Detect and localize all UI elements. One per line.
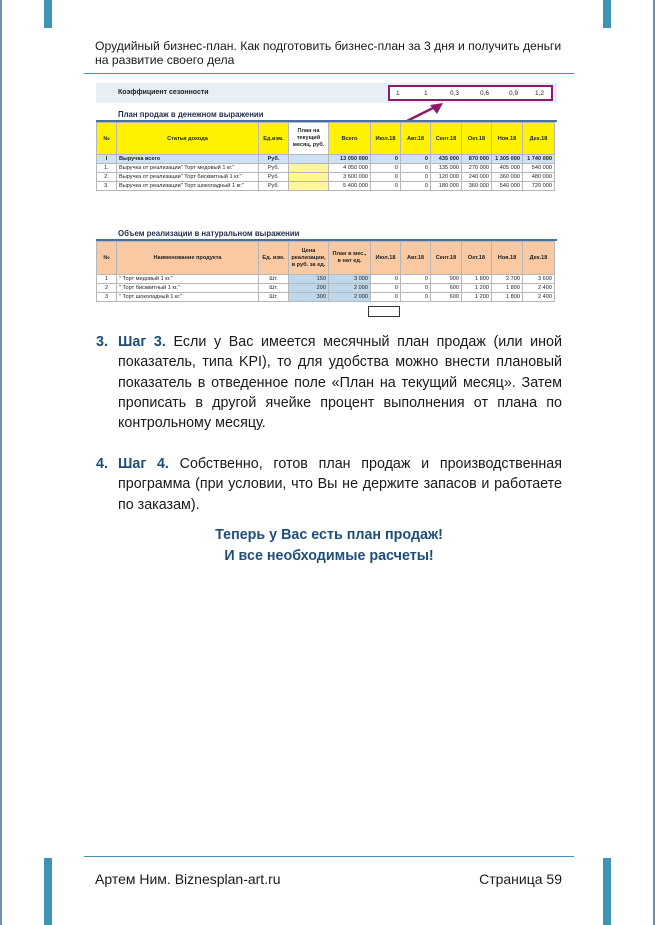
cell: Выручка от реализации" Торт бисквитный 1 кг." — [117, 173, 259, 182]
top-left-tab — [44, 0, 52, 28]
cell: Шт. — [259, 275, 289, 284]
col-header: Сент.18 — [431, 242, 462, 275]
step-text: Если у Вас имеется месячный план продаж (или иной показатель, типа KPI), то для удобства можно внести плановый показатель в отведенное поле «План на текущий месяц». Затем прописать в другой ячейке процент выполнения от плана по контрольному месяцу. — [118, 334, 562, 432]
volume-table-title: Объем реализации в натуральном выражении — [118, 229, 300, 238]
col-header: Наименование продукта — [117, 242, 259, 275]
cell: 360 000 — [462, 182, 492, 191]
cell: 3 600 000 — [329, 173, 371, 182]
cell: 1 800 — [462, 275, 492, 284]
conclusion-line: Теперь у Вас есть план продаж! — [215, 527, 443, 543]
table-row-total — [97, 155, 555, 164]
col-header: Окт.18 — [462, 123, 492, 155]
col-header: № — [97, 123, 117, 155]
cell: 435 000 — [431, 155, 462, 164]
cell: " Торт шоколадный 1 кг." — [117, 293, 259, 302]
cell: 150 — [289, 275, 329, 284]
cell: 300 — [289, 293, 329, 302]
cell: " Торт медовый 1 кг." — [117, 275, 259, 284]
seasonality-row — [96, 83, 557, 103]
cell: Шт. — [259, 293, 289, 302]
cell — [289, 155, 329, 164]
cell: 2 400 — [523, 284, 555, 293]
step-title: Шаг 4. — [118, 456, 169, 472]
cell: 2 000 — [329, 293, 371, 302]
seasonality-value: 1,2 — [535, 90, 545, 97]
conclusion-line: И все необходимые расчеты! — [224, 547, 434, 564]
header-rule — [84, 73, 574, 74]
col-header: Окт.18 — [462, 242, 492, 275]
col-header: Всего — [329, 123, 371, 155]
money-table — [96, 122, 555, 191]
table-row — [97, 173, 555, 182]
table-row — [97, 182, 555, 191]
cell: Выручка от реализации" Торт шоколадный 1 кг." — [117, 182, 259, 191]
col-header: Статья дохода — [117, 123, 259, 155]
col-header: Ноя.18 — [492, 123, 523, 155]
cell: 200 — [289, 284, 329, 293]
col-header: Июл.18 — [371, 242, 401, 275]
bottom-left-tab — [44, 858, 52, 925]
cell: 0 — [401, 275, 431, 284]
col-header: Дек.18 — [523, 123, 555, 155]
cell: 0 — [401, 293, 431, 302]
page-number: Страница 59 — [479, 871, 562, 887]
cell: 1 305 000 — [492, 155, 523, 164]
step-title: Шаг 3. — [118, 334, 166, 350]
step-body — [118, 454, 562, 515]
cell: " Торт бисквитный 1 кг." — [117, 284, 259, 293]
selected-cell — [368, 306, 400, 317]
col-header: Сент.18 — [431, 123, 462, 155]
cell: 600 — [431, 284, 462, 293]
cell: 1 800 — [492, 284, 523, 293]
cell: 2. — [97, 173, 117, 182]
cell: 3 000 — [329, 275, 371, 284]
cell: 3. — [97, 182, 117, 191]
seasonality-value: 0,9 — [509, 90, 519, 97]
cell: 3 — [97, 293, 117, 302]
cell: 2 400 — [523, 293, 555, 302]
cell: 0 — [401, 182, 431, 191]
cell: 540 000 — [492, 182, 523, 191]
col-header: Дек.18 — [523, 242, 555, 275]
cell: 180 000 — [431, 182, 462, 191]
cell: 600 — [431, 293, 462, 302]
cell: 1 200 — [462, 284, 492, 293]
spreadsheet-screenshot — [96, 80, 557, 318]
seasonality-values-box — [388, 85, 553, 101]
col-header: Ед.изм. — [259, 123, 289, 155]
col-header: Июл.18 — [371, 123, 401, 155]
cell: Шт. — [259, 284, 289, 293]
cell: 4 050 000 — [329, 164, 371, 173]
step-3 — [96, 332, 562, 433]
cell: 0 — [371, 164, 401, 173]
cell: 270 000 — [462, 164, 492, 173]
cell: 2 700 — [492, 275, 523, 284]
cell: 0 — [371, 173, 401, 182]
cell: 900 — [431, 275, 462, 284]
cell: 2 000 — [329, 284, 371, 293]
cell: 405 000 — [492, 164, 523, 173]
cell: 120 000 — [431, 173, 462, 182]
cell: Руб. — [259, 164, 289, 173]
step-number: 3. — [96, 334, 108, 350]
col-header: Ед. изм. — [259, 242, 289, 275]
cell: 0 — [401, 155, 431, 164]
cell: 135 000 — [431, 164, 462, 173]
seasonality-value: 1 — [424, 90, 428, 97]
col-header: План на текущий месяц, руб. — [289, 123, 329, 155]
cell: 0 — [371, 293, 401, 302]
step-4 — [96, 454, 562, 515]
table-row — [97, 293, 555, 302]
col-header: Авг.18 — [401, 123, 431, 155]
col-header: № — [97, 242, 117, 275]
cell: 0 — [371, 182, 401, 191]
step-body — [118, 332, 562, 433]
cell: 0 — [371, 275, 401, 284]
seasonality-label: Коэффициент сезонности — [118, 89, 209, 96]
cell: 0 — [371, 155, 401, 164]
cell: 0 — [401, 164, 431, 173]
table-row — [97, 275, 555, 284]
seasonality-value: 0,3 — [450, 90, 460, 97]
cell: I — [97, 155, 117, 164]
seasonality-value: 0,6 — [480, 90, 490, 97]
cell: 1. — [97, 164, 117, 173]
cell: Выручка всего — [117, 155, 259, 164]
cell: 3 600 — [523, 275, 555, 284]
cell: 0 — [371, 284, 401, 293]
cell: 240 000 — [462, 173, 492, 182]
cell: 1 200 — [462, 293, 492, 302]
footer-rule — [84, 856, 574, 857]
cell: 480 000 — [523, 173, 555, 182]
cell: 5 400 000 — [329, 182, 371, 191]
col-header: Ноя.18 — [492, 242, 523, 275]
seasonality-value: 1 — [396, 90, 400, 97]
cell — [289, 164, 329, 173]
col-header: Авг.18 — [401, 242, 431, 275]
running-header: Орудийный бизнес-план. Как подготовить бизнес-план за 3 дня и получить деньги на развитие своего дела — [95, 39, 562, 67]
cell: 0 — [401, 284, 431, 293]
table-row — [97, 284, 555, 293]
conclusion — [96, 525, 562, 566]
cell: Руб. — [259, 173, 289, 182]
table-row — [97, 164, 555, 173]
footer-author: Артем Ним. Biznesplan-art.ru — [95, 871, 281, 887]
bottom-right-tab — [603, 858, 611, 925]
step-text: Собственно, готов план продаж и производственная программа (при условии, что Вы не держите запасов и работаете по заказам). — [118, 456, 562, 513]
cell: Выручка от реализации" Торт медовый 1 кг." — [117, 164, 259, 173]
col-header: Цена реализации, в руб. за ед. — [289, 242, 329, 275]
page-left-border — [0, 0, 2, 925]
cell: 1 800 — [492, 293, 523, 302]
col-header: План в мес., в нат ед. — [329, 242, 371, 275]
top-right-tab — [603, 0, 611, 28]
cell: 1 — [97, 275, 117, 284]
cell: 360 000 — [492, 173, 523, 182]
volume-table — [96, 241, 555, 302]
cell — [289, 182, 329, 191]
money-table-title: План продаж в денежном выражении — [118, 110, 264, 119]
cell: 0 — [401, 173, 431, 182]
cell: 2 — [97, 284, 117, 293]
cell: Руб. — [259, 182, 289, 191]
step-number: 4. — [96, 456, 108, 472]
cell: 870 000 — [462, 155, 492, 164]
cell: Руб. — [259, 155, 289, 164]
cell — [289, 173, 329, 182]
cell: 1 740 000 — [523, 155, 555, 164]
cell: 13 050 000 — [329, 155, 371, 164]
cell: 720 000 — [523, 182, 555, 191]
cell: 540 000 — [523, 164, 555, 173]
